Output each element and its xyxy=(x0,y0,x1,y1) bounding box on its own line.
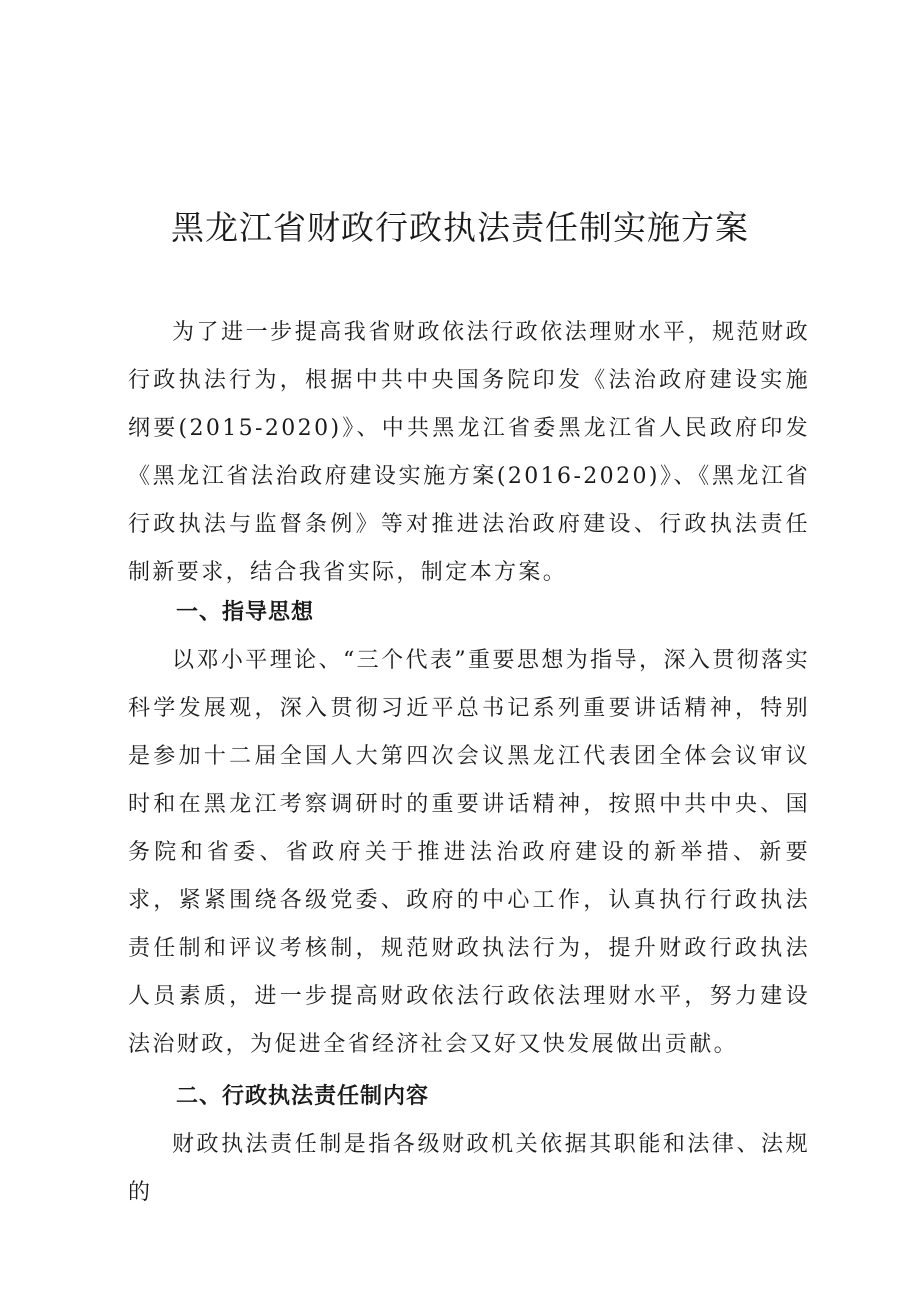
section-body-guiding-thought: 以邓小平理论、“三个代表”重要思想为指导，深入贯彻落实科学发展观，深入贯彻习近平总书记系列重要讲话精神，特别是参加十二届全国人大第四次会议黑龙江代表团全体会议审议时和在黑龙江考察调研时的重要讲话精神，按照中共中央、国务院和省委、省政府关于推进法治政府建设的新举措、新要求，紧紧围绕各级党委、政府的中心工作，认真执行行政执法责任制和评议考核制，规范财政执法行为，提升财政行政执法人员素质，进一步提高财政依法行政依法理财水平，努力建设法治财政，为促进全省经济社会又好又快发展做出贡献。 xyxy=(128,648,810,1057)
section-heading-responsibility-content: 二、行政执法责任制内容 xyxy=(176,1084,430,1109)
section-body-responsibility-content: 财政执法责任制是指各级财政机关依据其职能和法律、法规的 xyxy=(128,1132,810,1205)
section-heading-guiding-thought: 一、指导思想 xyxy=(176,600,315,625)
intro-paragraph: 为了进一步提高我省财政依法行政依法理财水平，规范财政行政执法行为，根据中共中央国务院印发《法治政府建设实施纲要(2015-2020)》、中共黑龙江省委黑龙江省人民政府印发《黑龙江省法治政府建设实施方案(2016-2020)》、《黑龙江省行政执法与监督条例》等对推进法治政府建设、行政执法责任制新要求，结合我省实际，制定本方案。 xyxy=(128,320,810,585)
document-title: 黑龙江省财政行政执法责任制实施方案 xyxy=(171,208,749,247)
